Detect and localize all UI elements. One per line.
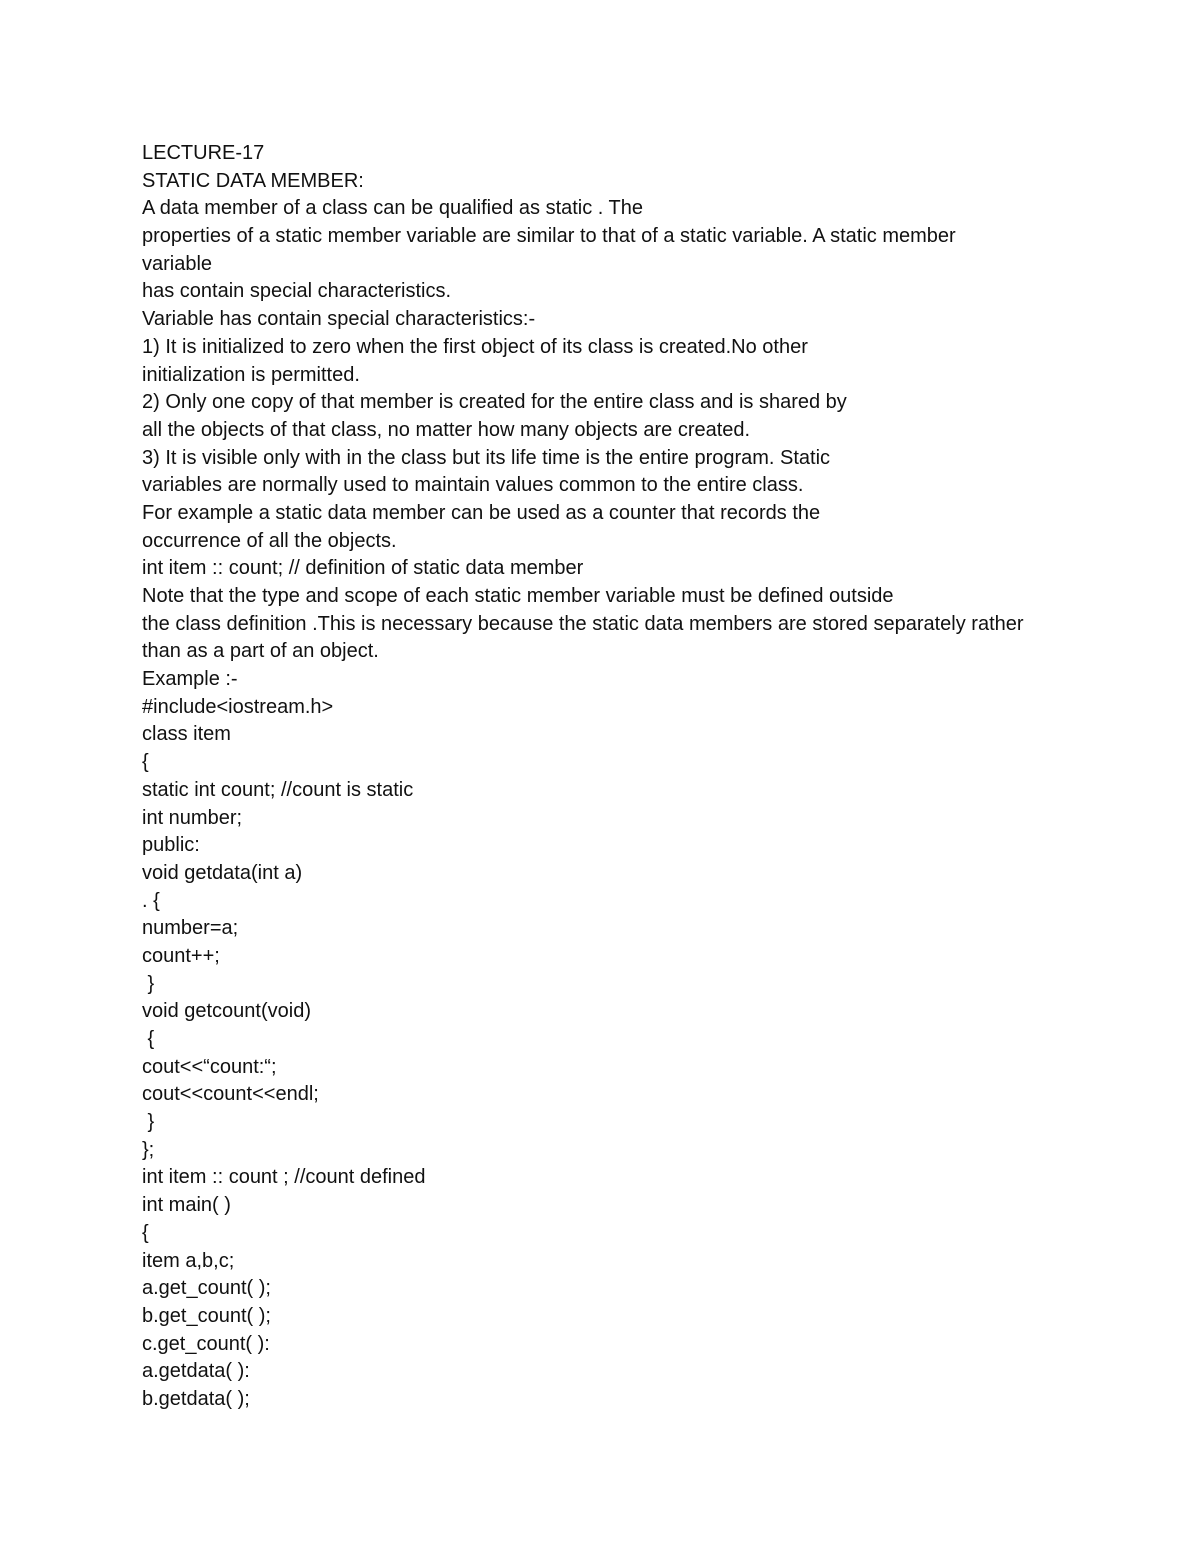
code-line: c.get_count( ): — [142, 1332, 270, 1355]
code-line: int main( ) — [142, 1194, 231, 1217]
code-line: b.getdata( ); — [142, 1387, 250, 1410]
text-line: than as a part of an object. — [142, 640, 379, 663]
text-line: variables are normally used to maintain values common to the entire class. — [142, 474, 804, 497]
code-line: { — [142, 751, 149, 774]
section-heading: STATIC DATA MEMBER: — [142, 169, 364, 192]
list-item: 2) Only one copy of that member is created for the entire class and is shared by — [142, 391, 847, 414]
code-line: cout<<count<<endl; — [142, 1083, 319, 1106]
text-line: initialization is permitted. — [142, 363, 360, 386]
text-line: has contain special characteristics. — [142, 280, 452, 303]
text-line: For example a static data member can be used as a counter that records the — [142, 501, 821, 524]
code-line: a.get_count( ); — [142, 1277, 271, 1300]
list-item: 3) It is visible only with in the class but its life time is the entire program. Static — [142, 446, 831, 469]
code-line: cout<<“count:“; — [142, 1055, 277, 1078]
code-line: void getdata(int a) — [142, 861, 303, 884]
text-line: properties of a static member variable are similar to that of a static variable. A static member — [142, 225, 956, 248]
code-line: class item — [142, 723, 231, 746]
list-item: 1) It is initialized to zero when the first object of its class is created.No other — [142, 335, 808, 358]
code-line: int number; — [142, 806, 243, 829]
code-line: { — [142, 1028, 155, 1050]
code-line: int item :: count ; //count defined — [142, 1166, 426, 1189]
code-line: int item :: count; // definition of static data member — [142, 557, 584, 580]
code-line: a.getdata( ): — [142, 1360, 250, 1383]
code-line: }; — [142, 1138, 155, 1161]
code-line: item a,b,c; — [142, 1249, 235, 1272]
example-label: Example :- — [142, 668, 238, 691]
code-line: public: — [142, 834, 200, 857]
code-line: void getcount(void) — [142, 1000, 311, 1023]
text-line: occurrence of all the objects. — [142, 529, 397, 552]
code-line: number=a; — [142, 917, 239, 940]
text-line: the class definition .This is necessary because the static data members are stored separately rather — [142, 612, 1024, 635]
text-line: Note that the type and scope of each static member variable must be defined outside — [142, 585, 894, 607]
text-line: Variable has contain special characteristics:- — [142, 308, 536, 331]
code-line: count++; — [142, 944, 220, 967]
document-body — [142, 140, 1142, 1414]
code-line: { — [142, 1221, 149, 1244]
text-line: variable — [142, 252, 213, 275]
text-line: all the objects of that class, no matter how many objects are created. — [142, 418, 751, 441]
code-line: . { — [142, 889, 160, 912]
code-line: b.get_count( ); — [142, 1304, 271, 1327]
code-line: } — [142, 1111, 155, 1134]
text-line: A data member of a class can be qualified as static . The — [142, 197, 644, 220]
code-line: #include<iostream.h> — [142, 695, 334, 718]
code-line: static int count; //count is static — [142, 778, 414, 801]
code-line: } — [142, 972, 155, 995]
lecture-title: LECTURE-17 — [142, 142, 265, 164]
